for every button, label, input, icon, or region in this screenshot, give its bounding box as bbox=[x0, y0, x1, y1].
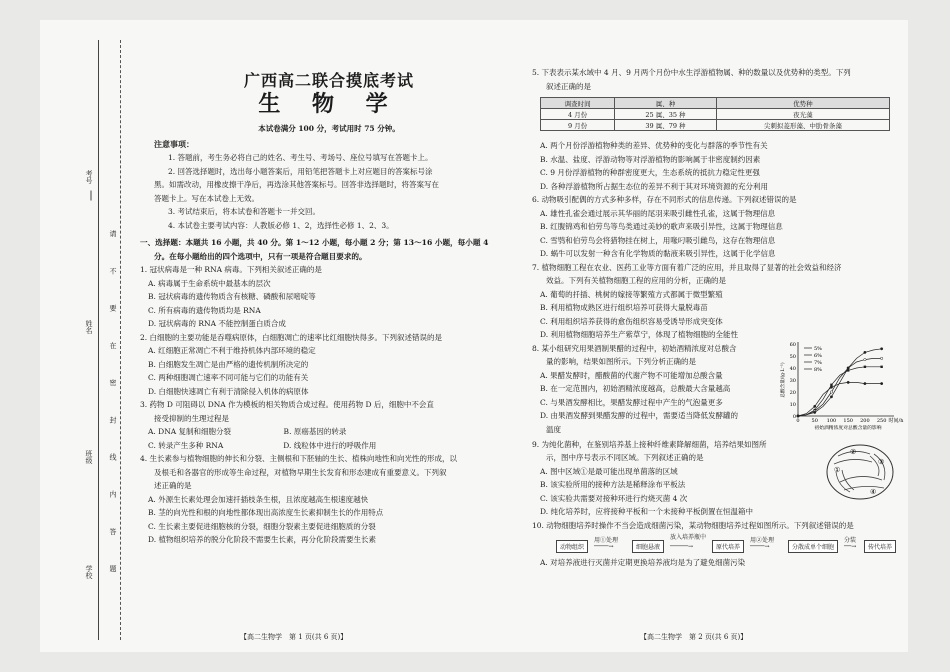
data-point bbox=[864, 365, 866, 367]
footer-left: 【高二生物学 第 1 页(共 6 页)】 bbox=[240, 633, 348, 641]
question-stem: 2. 白细胞的主要功能是吞噬病原体，白细胞凋亡的速率比红细胞快得多。下列叙述错误的是 bbox=[140, 332, 443, 342]
q5-option: D. 各种浮游植物所占据生态位的差异不利于其对环境资源的充分利用 bbox=[540, 181, 769, 191]
data-point bbox=[864, 382, 866, 384]
question-stem: 4. 生长素参与植物细胞的伸长和分裂、主侧根和下胚轴的生长、植株向地性和向光性的形成，以 bbox=[140, 454, 458, 463]
answer-option: C. 转录产生多种 RNA D. 线粒体中进行的呼吸作用 bbox=[148, 440, 377, 450]
footer-right: 【高二生物学 第 2 页(共 6 页)】 bbox=[640, 633, 748, 641]
flow-step: 细胞悬液 bbox=[632, 540, 664, 553]
flow-step: 动物组织 bbox=[556, 540, 588, 553]
x-tick-label: 250 bbox=[876, 417, 887, 424]
left-column bbox=[140, 122, 518, 547]
answer-option: B. 冠状病毒的遗传物质含有核糖、磷酸和尿嘧啶等 bbox=[148, 292, 316, 301]
series-line-6% bbox=[798, 366, 882, 415]
q8-line: A. 果醋发酵时，醋酸菌的代谢产物不可能增加总酸含量 bbox=[540, 370, 723, 380]
flow-step: 分散成单个细胞 bbox=[788, 540, 838, 553]
q8-line: 8. 某小组研究用果酒制果醋的过程中，初始酒精浓度对总酸含 bbox=[532, 343, 737, 353]
answer-option: D. 植物组织培养的脱分化阶段不需要生长素，再分化阶段需要生长素 bbox=[148, 535, 377, 544]
answer-option: C. 所有病毒的遗传物质均是 RNA bbox=[148, 305, 261, 315]
data-point bbox=[847, 381, 849, 383]
section-heading-cont: 分。在每小题给出的四个选项中，只有一项是符合题目要求的。 bbox=[154, 251, 367, 261]
kaohao-field bbox=[91, 191, 92, 201]
notice-item: 答题卡上。写在本试卷上无效。 bbox=[154, 193, 259, 203]
flow-step: 传代培养 bbox=[864, 540, 896, 553]
flow-arrow: ─────→ bbox=[670, 543, 694, 550]
table-header: 优势种 bbox=[716, 98, 889, 109]
q5-option: A. 两个月份浮游植物种类的差异、优势种的变化与群落的季节性有关 bbox=[540, 141, 768, 150]
q8-line: D. 由果酒发酵到果醋发酵的过程中，需要适当降低发酵罐的 bbox=[540, 411, 739, 420]
table-cell: 尖刺拟菱形藻、中肋骨条藻 bbox=[716, 120, 889, 131]
y-tick-label: 20 bbox=[789, 389, 796, 396]
left-questions bbox=[140, 263, 518, 547]
x-tick-label: 100 bbox=[826, 417, 837, 424]
data-point bbox=[880, 347, 882, 349]
flow-arrow: ────→ bbox=[750, 543, 770, 550]
y-tick-label: 30 bbox=[789, 377, 796, 384]
data-point bbox=[880, 382, 882, 384]
q10-option-a: A. 对培养液进行灭菌并定期更换培养液均是为了避免细菌污染 bbox=[540, 558, 746, 567]
table-cell: 39 属、79 种 bbox=[615, 120, 716, 131]
table-cell: 25 属、35 种 bbox=[615, 109, 716, 120]
notice-item: 3. 考试结束后，将本试卷和答题卡一并交回。 bbox=[168, 207, 321, 216]
y-axis-label: 总酸含量/(g·L⁻¹) bbox=[781, 361, 786, 398]
q9-line: C. 该实验共需要对接种环进行灼烧灭菌 4 次 bbox=[540, 493, 688, 503]
zone-label: ③ bbox=[878, 457, 885, 466]
question-stem: 3. 药物 D 可阻碍以 DNA 作为模板的相关物质合成过程。使用药物 D 后，细胞中不会直 bbox=[140, 400, 434, 409]
flow-arrow-label: 用②处理 bbox=[750, 537, 775, 544]
legend-entry: 5% bbox=[814, 345, 822, 352]
q9-line: D. 纯化培养时，应将接种平板和一个未接种平板倒置在恒温箱中 bbox=[540, 507, 754, 516]
flow-arrow: ────→ bbox=[594, 543, 614, 550]
notice-list bbox=[140, 151, 518, 232]
answer-option: D. 利用植物细胞培养生产紫草宁，体现了植物细胞的全能性 bbox=[540, 330, 739, 339]
q8-line: C. 与果酒发酵相比，果醋发酵过程中产生的气泡量更多 bbox=[540, 397, 723, 407]
q8-line: B. 在一定范围内，初始酒精浓度越高，总酸最大含量越高 bbox=[540, 384, 731, 393]
section-heading: 一、选择题：本题共 16 小题，共 40 分。第 1～12 小题，每小题 2 分；第 13～16 小题，每小题 4 bbox=[140, 238, 489, 247]
x-tick-label: 0 bbox=[796, 417, 800, 424]
xuexiao-label: 学校 bbox=[85, 565, 93, 579]
data-point bbox=[880, 365, 882, 367]
answer-option: B. 红腹锦鸡和伯劳鸟等鸟类通过美妙的歌声来吸引异性，这属于物理信息 bbox=[540, 222, 783, 231]
data-point bbox=[814, 405, 816, 407]
table-cell: 夜光藻 bbox=[716, 109, 889, 120]
notice-item: 黑。如需改动，用橡皮擦干净后，再选涂其他答案标号。回答非选择题时，将答案写在 bbox=[154, 180, 439, 189]
question-stem: 6. 动物吸引配偶的方式多种多样，存在不同形式的信息传递。下列叙述错误的是 bbox=[532, 195, 797, 204]
answer-option: A. 葡萄的扦插、桃树的嫁接等繁殖方式都属于微型繁殖 bbox=[540, 289, 723, 299]
binding-line-inner bbox=[120, 40, 121, 640]
data-point bbox=[797, 414, 799, 416]
data-point bbox=[830, 390, 832, 392]
flow-arrow-label: 放入培养瓶中 bbox=[670, 534, 707, 541]
q5-table-wrap bbox=[532, 93, 897, 139]
q10-flowchart bbox=[532, 532, 897, 556]
q9-line: B. 该实验所用的接种方法是稀释涂布平板法 bbox=[540, 480, 686, 489]
legend-entry: 7% bbox=[814, 359, 822, 366]
exam-title: 广西高二联合摸底考试 bbox=[243, 71, 414, 90]
flow-step: 原代培养 bbox=[712, 540, 744, 553]
answer-option: A. 雄性孔雀会通过展示其华丽的尾羽来吸引雌性孔雀，这属于物理信息 bbox=[540, 208, 776, 218]
question-stem-cont: 及根毛和各器官的形成等生命过程，对植物早期生长发育和形态建成有重要意义。下列叙 bbox=[154, 467, 447, 477]
q9-line: 9. 为纯化菌种，在鉴别培养基上接种纤维素降解细菌，培养结果如图所 bbox=[532, 439, 767, 449]
legend-entry: 6% bbox=[814, 352, 822, 359]
answer-option: B. 茎的向光性和根的向地性都体现出高浓度生长素抑制生长的作用特点 bbox=[148, 508, 384, 517]
answer-option: A. 红细胞正常凋亡不利于维持机体内部环境的稳定 bbox=[148, 346, 316, 355]
q9-block bbox=[532, 438, 897, 519]
answer-option: D. 冠状病毒的 RNA 不能控制蛋白质合成 bbox=[148, 319, 286, 328]
q9-line: 示，图中序号表示不同区域。下列叙述正确的是 bbox=[546, 453, 704, 462]
data-point bbox=[814, 411, 816, 413]
q9-line: A. 图中区域①是最可能出现单菌落的区域 bbox=[540, 466, 678, 476]
answer-option: B. 白细胞发生凋亡是由严格的遗传机制所决定的 bbox=[148, 359, 309, 369]
answer-option: C. 两种细胞凋亡速率不同可能与它们的功能有关 bbox=[148, 373, 309, 382]
answer-option: C. 雪鸮和伯劳鸟会将猎物挂在树上，用喙叼吸引雌鸟，这存在物理信息 bbox=[540, 235, 776, 245]
answer-option: A. 病毒属于生命系统中最基本的层次 bbox=[148, 278, 271, 288]
legend-entry: 8% bbox=[814, 366, 822, 373]
q5-stem-cont: 叙述正确的是 bbox=[546, 81, 591, 91]
zone-label: ① bbox=[834, 465, 841, 474]
question-stem: 1. 冠状病毒是一种 RNA 病毒。下列相关叙述正确的是 bbox=[140, 265, 322, 274]
data-point bbox=[864, 351, 866, 353]
flow-arrow-label: 分装 bbox=[844, 537, 857, 544]
answer-option: A. DNA 复制和细胞分裂 B. 原癌基因的转录 bbox=[148, 427, 347, 436]
x-tick-label: 50 bbox=[811, 417, 818, 424]
data-point bbox=[864, 358, 866, 360]
question-stem-cont: 述正确的是 bbox=[154, 481, 192, 490]
banji-label: 班级 bbox=[85, 450, 93, 464]
answer-option: C. 利用组织培养获得的愈伤组织容易受诱导形成突变体 bbox=[540, 316, 723, 326]
y-tick-label: 60 bbox=[789, 341, 796, 348]
table-row bbox=[541, 120, 890, 131]
q8-block bbox=[532, 341, 904, 438]
data-point bbox=[880, 357, 882, 359]
question-stem: 7. 植物细胞工程在农业、医药工业等方面有着广泛的应用，并且取得了显著的社会效益和经济 bbox=[532, 262, 842, 272]
y-tick-label: 0 bbox=[792, 413, 796, 420]
q8-line: 量的影响，结果如图所示。下列分析正确的是 bbox=[546, 357, 696, 366]
zone-label: ④ bbox=[870, 487, 877, 496]
data-point bbox=[847, 366, 849, 368]
q5-option: B. 水温、盐度、浮游动物等对浮游植物的影响属于非密度制约因素 bbox=[540, 154, 761, 164]
q10-stem: 10. 动物细胞培养时操作不当会造成细菌污染，某动物细胞培养过程如图所示。下列叙述错误的是 bbox=[532, 520, 854, 530]
table-header: 属、种 bbox=[615, 98, 716, 109]
question-stem-cont: 效益。下列有关植物细胞工程的应用的分析，正确的是 bbox=[546, 276, 726, 285]
answer-option: A. 外源生长素处理会加速扦插枝条生根，且浓度越高生根速度越快 bbox=[148, 494, 369, 504]
y-tick-label: 40 bbox=[789, 365, 796, 372]
q8-line: 温度 bbox=[546, 424, 561, 434]
seal-warning: 请 不 要 在 密 封 线 内 答 题 bbox=[109, 230, 117, 587]
x-axis-label: 时间/h bbox=[888, 417, 904, 424]
right-questions bbox=[532, 193, 897, 342]
table-header-row bbox=[541, 98, 890, 109]
q5-stem: 5. 下表表示某水域中 4 月、9 月两个月份中水生浮游植物属、种的数量以及优势种的类型。下列 bbox=[532, 68, 851, 77]
x-tick-label: 150 bbox=[843, 417, 853, 424]
notice-item: 2. 回答选择题时，选出每小题答案后，用铅笔把答题卡上对应题目的答案标号涂 bbox=[168, 166, 433, 176]
flow-arrow: ──→ bbox=[844, 543, 857, 550]
y-tick-label: 10 bbox=[789, 401, 796, 408]
y-tick-label: 50 bbox=[789, 353, 796, 360]
question-stem-cont: 接受抑制的生理过程是 bbox=[154, 413, 229, 423]
table-cell: 4 月份 bbox=[541, 109, 615, 120]
exam-info: 本试卷满分 100 分，考试用时 75 分钟。 bbox=[258, 124, 400, 133]
q5-table bbox=[540, 97, 890, 131]
table-header: 调查时间 bbox=[541, 98, 615, 109]
answer-option: C. 生长素主要促进细胞核的分裂，细胞分裂素主要促进细胞质的分裂 bbox=[148, 521, 376, 531]
table-cell: 9 月份 bbox=[541, 120, 615, 131]
flow-arrow-label: 用①处理 bbox=[594, 537, 619, 544]
notice-heading: 注意事项： bbox=[154, 138, 194, 149]
subject-title: 生 物 学 bbox=[258, 92, 400, 117]
exam-sheet bbox=[40, 20, 908, 652]
x-tick-label: 200 bbox=[860, 417, 870, 424]
series-line-5% bbox=[798, 382, 882, 416]
acid-content-chart bbox=[780, 340, 904, 436]
binding-line-outer bbox=[98, 40, 99, 640]
answer-option: D. 蜗牛可以发射一种含有化学物质的黏液来吸引异性，这属于化学信息 bbox=[540, 249, 776, 258]
petri-dish-figure bbox=[824, 442, 896, 502]
notice-item: 4. 本试卷主要考试内容：人教版必修 1、2，选择性必修 1、2、3。 bbox=[168, 220, 394, 230]
answer-option: D. 白细胞快速凋亡有利于清除侵入机体的病原体 bbox=[148, 386, 309, 396]
kaohao-label: 考号 bbox=[85, 170, 93, 184]
answer-option: B. 利用植物成熟区进行组织培养可获得大量脱毒苗 bbox=[540, 303, 708, 312]
zone-label: ② bbox=[850, 447, 857, 456]
q5-option: C. 9 月份浮游植物的种群密度更大，生态系统的抵抗力稳定性更强 bbox=[540, 168, 760, 177]
xingming-label: 姓名 bbox=[85, 320, 93, 334]
data-point bbox=[830, 383, 832, 385]
table-row bbox=[541, 109, 890, 120]
data-point bbox=[830, 395, 832, 397]
right-column bbox=[532, 66, 904, 570]
notice-item: 1. 答题前，考生务必将自己的姓名、考生号、考场号、座位号填写在答题卡上。 bbox=[168, 153, 433, 162]
chart-caption: 初始酒精浓度对总酸含量的影响 bbox=[814, 425, 882, 431]
